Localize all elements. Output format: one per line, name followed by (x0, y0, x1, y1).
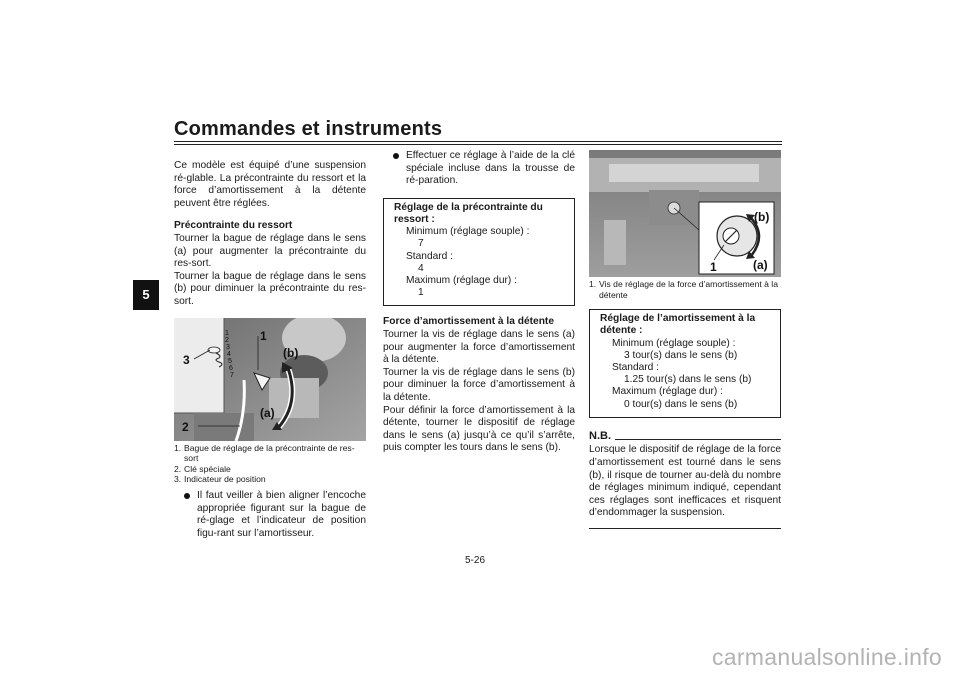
scale-mark: 3 (226, 343, 230, 351)
max-value: 1 (418, 287, 424, 299)
label-a: (a) (753, 258, 768, 272)
header-rule (174, 141, 782, 142)
box-title: Réglage de la précontrainte du ressort : (394, 201, 543, 225)
min-value: 3 tour(s) dans le sens (b) (624, 349, 738, 361)
damping-paragraph-3: Pour définir la force d’amortissement à la détente, tourner le dispositif de réglage dans le sens (a) jusqu’à ce qu’il s’arrête, puis compter les tours dans le sens (b). (383, 404, 575, 454)
damping-paragraph-1: Tourner la vis de réglage dans le sens (a) pour augmenter la force d’amortissement à la détente. (383, 329, 575, 366)
column-2 (383, 150, 575, 455)
bullet-icon (393, 153, 399, 159)
note-rule (615, 439, 781, 440)
label-1: 1 (260, 328, 267, 343)
spring-paragraph-2: Tourner la bague de réglage dans le sens (b) pour diminuer la précontrainte du res-sort. (174, 270, 366, 307)
max-label: Maximum (réglage dur) : (406, 275, 517, 286)
min-label: Minimum (réglage souple) : (406, 226, 530, 238)
caption-number: 3. (174, 474, 182, 485)
note-text: Lorsque le dispositif de réglage de la force d’amortissement est tourné dans le sens (b), il risque de tourner au-delà du nombre de réglages minimum indiqué, cependant ces réglages sont inefficaces et risquent d’endommager la suspension. (589, 444, 781, 519)
bullet-icon (184, 493, 190, 499)
label-a: (a) (260, 405, 275, 420)
label-b: (b) (283, 345, 299, 360)
page-title: Commandes et instruments (174, 118, 443, 140)
chapter-tab: 5 (133, 280, 159, 310)
figure-captions (174, 443, 366, 485)
spring-preload-settings-box (383, 198, 575, 307)
bullet-text: Il faut veiller à bien aligner l’encoche appropriée figurant sur la bague de ré-glage et l’indicateur de position figu-rant sur l’amortisseur. (197, 489, 366, 539)
bullet-text: Effectuer ce réglage à l’aide de la clé spéciale incluse dans la trousse de ré-paration. (406, 150, 575, 187)
intro-paragraph: Ce modèle est équipé d’une suspension ré-glable. La précontrainte du ressort et la force d’amortissement à la détente peuvent être réglées. (174, 160, 366, 209)
caption-text: Bague de réglage de la précontrainte de res-sort (184, 442, 355, 464)
caption-text: Clé spéciale (184, 463, 231, 474)
caption-number: 1. (174, 442, 182, 453)
min-label: Minimum (réglage souple) : (612, 337, 736, 349)
label-1: 1 (710, 260, 717, 274)
scale-mark: 5 (228, 357, 232, 365)
scale-mark: 2 (225, 336, 229, 344)
spring-preload-figure (174, 318, 366, 441)
alignment-note (174, 490, 366, 540)
scale-mark: 6 (229, 364, 233, 372)
max-value: 0 tour(s) dans le sens (b) (624, 398, 738, 410)
watermark: carmanualsonline.info (711, 644, 942, 670)
max-label: Maximum (réglage dur) : (612, 386, 723, 398)
header-rule-thin (174, 144, 782, 145)
spring-paragraph-1: Tourner la bague de réglage dans le sens (a) pour augmenter la précontrainte du res-sort. (174, 232, 366, 270)
scale-mark: 4 (227, 350, 231, 358)
caption-number: 2. (174, 463, 182, 474)
label-3: 3 (183, 352, 190, 367)
scale-mark: 1 (225, 329, 229, 337)
damping-paragraph-2: Tourner la vis de réglage dans le sens (b) pour diminuer la force d’amortissement à la détente. (383, 366, 575, 403)
column-3 (589, 150, 781, 529)
label-b: (b) (754, 210, 770, 224)
note-heading (589, 430, 781, 443)
rebound-damping-illustration (589, 150, 781, 277)
std-label: Standard : (612, 362, 660, 373)
caption-text: Indicateur de position (184, 474, 266, 485)
note-title: N.B. (589, 429, 611, 442)
tool-note (383, 150, 575, 188)
spring-heading: Précontrainte du ressort (174, 220, 293, 232)
rebound-damping-figure (589, 150, 781, 277)
note-end-rule (589, 528, 781, 529)
std-value: 4 (418, 262, 424, 274)
std-value: 1.25 tour(s) dans le sens (b) (624, 374, 752, 386)
caption-number: 1. (589, 279, 597, 289)
caption-text: Vis de réglage de la force d’amortissement à la détente (599, 279, 778, 300)
label-2: 2 (182, 419, 189, 434)
std-label: Standard : (406, 250, 454, 262)
damping-heading: Force d’amortissement à la détente (383, 316, 554, 328)
spring-preload-illustration (174, 318, 366, 441)
box-title: Réglage de l’amortissement à la détente : (600, 313, 756, 337)
figure-caption (589, 279, 781, 300)
min-value: 7 (418, 238, 424, 250)
rebound-damping-settings-box (589, 309, 781, 418)
page-number: 5-26 (465, 555, 486, 566)
scale-mark: 7 (230, 371, 234, 379)
column-1 (174, 160, 366, 540)
